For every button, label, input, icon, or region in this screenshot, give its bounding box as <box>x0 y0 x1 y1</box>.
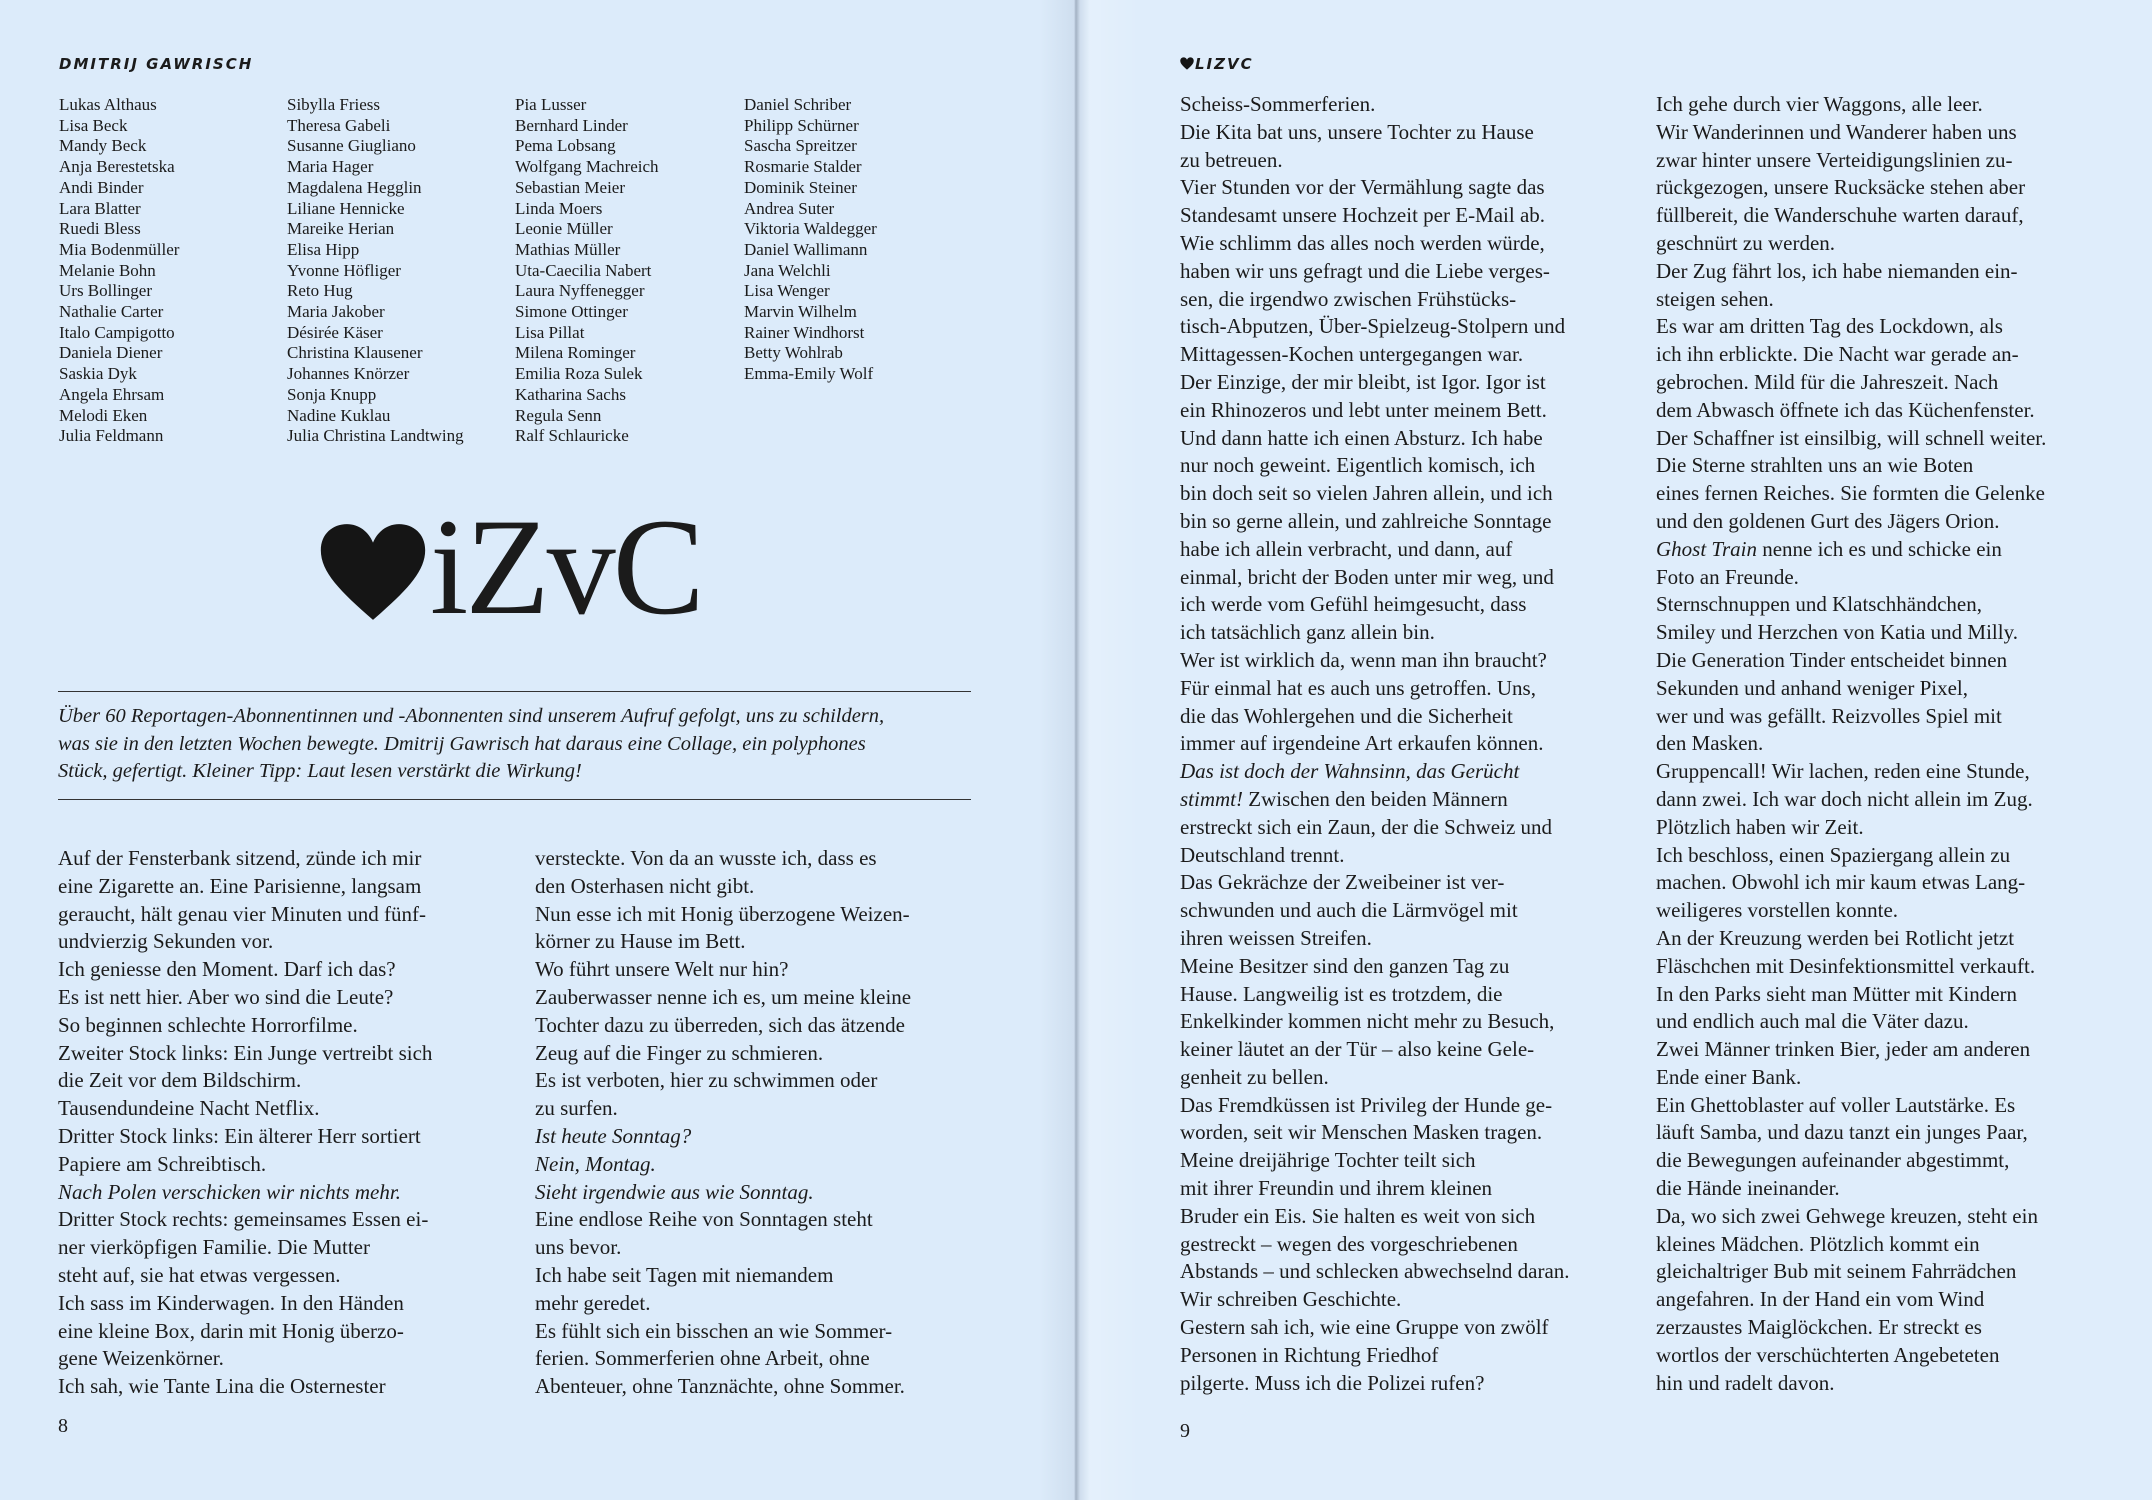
text-line: wortlos der verschüchterten Angebeteten <box>1656 1342 2000 1367</box>
body-column-right-2 <box>1656 91 2046 1397</box>
text-line: Foto an Freunde. <box>1656 564 1799 589</box>
text-line: Scheiss-Sommerferien. <box>1180 92 1376 116</box>
text-line: Gestern sah ich, wie eine Gruppe von zwölf <box>1180 1315 1549 1340</box>
text-line: Gruppencall! Wir lachen, reden eine Stunde, <box>1656 759 2030 784</box>
contributor-name: Julia Christina Landtwing <box>287 426 464 446</box>
text-line: haben wir uns gefragt und die Liebe verges- <box>1180 258 1550 283</box>
contributor-name: Sibylla Friess <box>287 95 381 114</box>
text-line: worden, seit wir Menschen Masken tragen. <box>1180 1120 1543 1145</box>
contributor-name: Marvin Wilhelm <box>744 302 857 322</box>
text-line: den Osterhasen nicht gibt. <box>535 873 755 898</box>
contributor-name: Mandy Beck <box>59 136 147 156</box>
text-line: Meine dreijährige Tochter teilt sich <box>1180 1148 1476 1173</box>
text-line: eines fernen Reiches. Sie formten die Gelenke <box>1656 481 2045 506</box>
text-line: Wer ist wirklich da, wenn man ihn braucht? <box>1180 647 1547 672</box>
text-line: hin und radelt davon. <box>1656 1370 1835 1395</box>
text-fragment: Zwischen den beiden Männern <box>1243 786 1508 811</box>
contributor-name: Liliane Hennicke <box>287 198 405 218</box>
text-line: die Zeit vor dem Bildschirm. <box>58 1068 302 1093</box>
contributor-name: Pia Lusser <box>515 95 587 114</box>
text-line: genheit zu bellen. <box>1180 1064 1329 1089</box>
text-line: Fläschchen mit Desinfektionsmittel verkauft. <box>1656 953 2036 978</box>
contributor-name: Angela Ehrsam <box>59 384 165 404</box>
text-line: Deutschland trennt. <box>1180 842 1345 867</box>
text-line: Nun esse ich mit Honig überzogene Weizen- <box>535 901 910 926</box>
text-line: ferien. Sommerferien ohne Arbeit, ohne <box>535 1346 870 1371</box>
text-line: Eine endlose Reihe von Sonntagen steht <box>535 1207 873 1232</box>
contributor-name: Urs Bollinger <box>59 281 153 301</box>
text-line: uns bevor. <box>535 1235 622 1260</box>
contributor-name: Laura Nyffenegger <box>515 281 645 301</box>
names-column-3 <box>515 95 659 447</box>
text-line: Wir Wanderinnen und Wanderer haben uns <box>1656 119 2017 144</box>
text-line: Zwei Männer trinken Bier, jeder am anderen <box>1656 1037 2031 1062</box>
contributor-name: Reto Hug <box>287 281 353 301</box>
text-line: dem Abwasch öffnete ich das Küchenfenster. <box>1656 397 2035 422</box>
intro-line: Stück, gefertigt. Kleiner Tipp: Laut lesen verstärkt die Wirkung! <box>58 760 582 783</box>
contributor-name: Nathalie Carter <box>59 302 164 322</box>
text-line: undvierzig Sekunden vor. <box>58 929 274 954</box>
text-line: ich werde vom Gefühl heimgesucht, dass <box>1180 592 1527 617</box>
text-line: An der Kreuzung werden bei Rotlicht jetzt <box>1656 925 2015 950</box>
logo-text: iZvC <box>430 490 702 643</box>
text-line: eine Zigarette an. Eine Parisienne, langsam <box>58 873 422 898</box>
text-line: Die Generation Tinder entscheidet binnen <box>1656 647 2008 672</box>
text-line: Ein Ghettoblaster auf voller Lautstärke. Es <box>1656 1092 2016 1117</box>
text-line: rückgezogen, unsere Rucksäcke stehen aber <box>1656 175 2026 200</box>
contributor-name: Dominik Steiner <box>744 177 857 197</box>
text-line: pilgerte. Muss ich die Polizei rufen? <box>1180 1370 1485 1395</box>
contributor-name: Lisa Beck <box>59 115 128 135</box>
contributor-name: Saskia Dyk <box>59 364 137 384</box>
izvc-logo <box>318 490 702 643</box>
text-line: körner zu Hause im Bett. <box>535 929 746 954</box>
names-column-1 <box>59 95 179 447</box>
text-line: machen. Obwohl ich mir kaum etwas Lang- <box>1656 870 2026 895</box>
contributor-name: Lara Blatter <box>59 198 141 218</box>
contributor-name: Emilia Roza Sulek <box>515 364 643 384</box>
text-line: angefahren. In der Hand ein vom Wind <box>1656 1287 1985 1312</box>
text-line: erstreckt sich ein Zaun, der die Schweiz und <box>1180 814 1553 839</box>
text-line: Ich geniesse den Moment. Darf ich das? <box>58 957 396 982</box>
text-line <box>1656 536 2046 564</box>
text-line: Tochter dazu zu überreden, sich das ätzende <box>535 1012 905 1037</box>
text-line: Die Kita bat uns, unsere Tochter zu Hause <box>1180 119 1534 144</box>
contributor-name: Philipp Schürner <box>744 115 859 135</box>
small-heart-icon <box>1180 57 1194 70</box>
text-line: Sieht irgendwie aus wie Sonntag. <box>535 1179 814 1204</box>
contributor-name: Nadine Kuklau <box>287 405 391 425</box>
contributor-name: Yvonne Höfliger <box>287 260 401 280</box>
contributor-name: Désirée Käser <box>287 322 383 342</box>
contributor-name: Lisa Wenger <box>744 281 830 301</box>
text-line: Der Einzige, der mir bleibt, ist Igor. Igor ist <box>1180 369 1546 394</box>
text-line: Der Schaffner ist einsilbig, will schnell weiter. <box>1656 425 2047 450</box>
contributor-name: Simone Ottinger <box>515 302 628 322</box>
text-line: Meine Besitzer sind den ganzen Tag zu <box>1180 953 1510 978</box>
contributor-name: Sonja Knupp <box>287 384 377 404</box>
text-line: zu surfen. <box>535 1096 618 1121</box>
text-line: kleines Mädchen. Plötzlich kommt ein <box>1656 1231 1980 1256</box>
text-line: Ist heute Sonntag? <box>535 1123 692 1148</box>
text-line: tisch-Abputzen, Über-Spielzeug-Stolpern und <box>1180 314 1566 339</box>
text-line: zwar hinter unsere Verteidigungslinien zu- <box>1656 147 2013 172</box>
text-line: Das Fremdküssen ist Privileg der Hunde ge- <box>1180 1092 1553 1117</box>
text-line: Für einmal hat es auch uns getroffen. Uns, <box>1180 675 1536 700</box>
contributor-name: Daniel Wallimann <box>744 239 868 259</box>
text-line: Auf der Fensterbank sitzend, zünde ich mir <box>58 846 422 870</box>
contributor-name: Viktoria Waldegger <box>744 219 877 239</box>
contributor-name: Elisa Hipp <box>287 239 360 259</box>
text-line: Das ist doch der Wahnsinn, das Gerücht <box>1180 759 1520 784</box>
text-line: und endlich auch mal die Väter dazu. <box>1656 1009 1969 1034</box>
contributor-name: Lisa Pillat <box>515 322 585 342</box>
text-line: Tausendundeine Nacht Netflix. <box>58 1096 320 1121</box>
text-line: dann zwei. Ich war doch nicht allein im Zug. <box>1656 786 2033 811</box>
intro-rule-top <box>58 691 971 692</box>
contributor-name: Daniela Diener <box>59 343 163 363</box>
intro-line: was sie in den letzten Wochen bewegte. Dmitrij Gawrisch hat daraus eine Collage, ein polyphones <box>58 732 866 755</box>
text-line: zerzaustes Maiglöckchen. Er streckt es <box>1656 1315 1982 1340</box>
text-line: keiner läutet an der Tür – also keine Gele- <box>1180 1037 1535 1062</box>
contributor-name: Maria Jakober <box>287 302 385 322</box>
text-line: So beginnen schlechte Horrorfilme. <box>58 1012 358 1037</box>
text-line: Zeug auf die Finger zu schmieren. <box>535 1040 824 1065</box>
text-line: Dritter Stock links: Ein älterer Herr sortiert <box>58 1123 421 1148</box>
text-line: schwunden und auch die Lärmvögel mit <box>1180 898 1518 923</box>
text-line: Ich sah, wie Tante Lina die Osternester <box>58 1374 386 1399</box>
text-line: Ich sass im Kinderwagen. In den Händen <box>58 1290 404 1315</box>
contributor-name: Linda Moers <box>515 198 603 218</box>
text-line: Das Gekrächze der Zweibeiner ist ver- <box>1180 870 1505 895</box>
text-line: Ich beschloss, einen Spaziergang allein zu <box>1656 842 2011 867</box>
text-line: versteckte. Von da an wusste ich, dass es <box>535 846 877 870</box>
text-line: gebrochen. Mild für die Jahreszeit. Nach <box>1656 369 1999 394</box>
italic-fragment: stimmt! <box>1180 786 1243 811</box>
contributor-name: Christina Klausener <box>287 343 423 363</box>
running-head-right-text: LIZVC <box>1195 55 1254 73</box>
names-column-4 <box>744 95 877 385</box>
text-line: zu betreuen. <box>1180 147 1283 172</box>
text-line: Abenteuer, ohne Tanznächte, ohne Sommer. <box>535 1374 905 1399</box>
contributor-name: Rosmarie Stalder <box>744 157 862 177</box>
text-line: Es ist nett hier. Aber wo sind die Leute? <box>58 984 394 1009</box>
contributor-name: Julia Feldmann <box>59 426 164 446</box>
contributor-name: Sascha Spreitzer <box>744 136 857 156</box>
contributor-name: Magdalena Hegglin <box>287 177 422 197</box>
contributor-name: Ruedi Bless <box>59 219 141 239</box>
contributor-name: Milena Rominger <box>515 343 636 363</box>
text-line: die das Wohlergehen und die Sicherheit <box>1180 703 1513 728</box>
text-line: läuft Samba, und dazu tanzt ein junges Paar, <box>1656 1120 2028 1145</box>
contributor-name: Regula Senn <box>515 405 602 425</box>
text-line: Zweiter Stock links: Ein Junge vertreibt sich <box>58 1040 433 1065</box>
contributor-name: Jana Welchli <box>744 260 831 280</box>
text-line: Bruder ein Eis. Sie halten es weit von sich <box>1180 1203 1536 1228</box>
intro-rule-bottom <box>58 799 971 800</box>
text-line: ich ihn erblickte. Die Nacht war gerade an- <box>1656 342 2019 367</box>
text-line: sen, die irgendwo zwischen Frühstücks- <box>1180 286 1517 311</box>
text-line: Abstands – und schlecken abwechselnd daran. <box>1180 1259 1570 1284</box>
text-line: ein Rhinozeros und lebt unter meinem Bett. <box>1180 397 1547 422</box>
text-line: nur noch geweint. Eigentlich komisch, ich <box>1180 453 1536 478</box>
text-line: Plötzlich haben wir Zeit. <box>1656 814 1864 839</box>
text-line: Und dann hatte ich einen Absturz. Ich habe <box>1180 425 1543 450</box>
body-column-right-1 <box>1180 91 1570 1397</box>
text-line: Wir schreiben Geschichte. <box>1180 1287 1402 1312</box>
page-number-right: 9 <box>1180 1420 1190 1442</box>
contributor-name: Lukas Althaus <box>59 95 157 114</box>
names-column-2 <box>287 95 464 447</box>
text-line: ich tatsächlich ganz allein bin. <box>1180 620 1435 645</box>
contributor-name: Wolfgang Machreich <box>515 157 659 177</box>
contributor-name: Johannes Knörzer <box>287 364 410 384</box>
text-line: bin so gerne allein, und zahlreiche Sonntage <box>1180 508 1552 533</box>
text-line: und den goldenen Gurt des Jägers Orion. <box>1656 508 2000 533</box>
text-line: füllbereit, die Wanderschuhe warten darauf, <box>1656 203 2024 228</box>
text-line: ner vierköpfigen Familie. Die Mutter <box>58 1235 370 1260</box>
contributor-name: Susanne Giugliano <box>287 136 416 156</box>
text-line: Vier Stunden vor der Vermählung sagte das <box>1180 175 1545 200</box>
contributor-name: Rainer Windhorst <box>744 322 865 342</box>
intro-text <box>58 703 971 786</box>
text-line: die Hände ineinander. <box>1656 1176 1840 1201</box>
text-line: habe ich allein verbracht, und dann, auf <box>1180 536 1513 561</box>
text-line: Ende einer Bank. <box>1656 1064 1802 1089</box>
text-line: wer und was gefällt. Reizvolles Spiel mit <box>1656 703 2002 728</box>
contributor-name: Emma-Emily Wolf <box>744 364 874 384</box>
text-line: gestreckt – wegen des vorgeschriebenen <box>1180 1231 1518 1256</box>
text-line <box>1180 786 1570 814</box>
text-line: geraucht, hält genau vier Minuten und fünf- <box>58 901 426 926</box>
text-line: geschnürt zu werden. <box>1656 230 1836 255</box>
text-line: Sternschnuppen und Klatschhändchen, <box>1656 592 1983 617</box>
running-head-left: DMITRIJ GAWRISCH <box>59 55 254 73</box>
text-line: Es war am dritten Tag des Lockdown, als <box>1656 314 2003 339</box>
text-line: immer auf irgendeine Art erkaufen können. <box>1180 731 1544 756</box>
text-line: Hause. Langweilig ist es trotzdem, die <box>1180 981 1503 1006</box>
text-line: gene Weizenkörner. <box>58 1346 224 1371</box>
contributor-name: Bernhard Linder <box>515 115 628 135</box>
page-number-left: 8 <box>58 1415 68 1437</box>
text-line: weiligeres vorstellen konnte. <box>1656 898 1899 923</box>
heart-icon <box>318 522 428 622</box>
text-line: einmal, bricht der Boden unter mir weg, und <box>1180 564 1554 589</box>
text-line: Die Sterne strahlten uns an wie Boten <box>1656 453 1974 478</box>
contributor-name: Theresa Gabeli <box>287 115 391 135</box>
text-line: Smiley und Herzchen von Katia und Milly. <box>1656 620 2018 645</box>
contributor-name: Italo Campigotto <box>59 322 175 342</box>
contributor-name: Maria Hager <box>287 157 374 177</box>
contributor-name: Melanie Bohn <box>59 260 156 280</box>
text-line: Sekunden und anhand weniger Pixel, <box>1656 675 1969 700</box>
contributor-name: Pema Lobsang <box>515 136 616 156</box>
text-line: Enkelkinder kommen nicht mehr zu Besuch, <box>1180 1009 1555 1034</box>
text-line: steht auf, sie hat etwas vergessen. <box>58 1262 341 1287</box>
text-fragment: nenne ich es und schicke ein <box>1756 536 2002 561</box>
italic-fragment: Ghost Train <box>1656 536 1757 561</box>
contributor-name: Mathias Müller <box>515 239 621 259</box>
text-line: steigen sehen. <box>1656 286 1774 311</box>
text-line: Nach Polen verschicken wir nichts mehr. <box>58 1179 401 1204</box>
text-line: Mittagessen-Kochen untergegangen war. <box>1180 342 1524 367</box>
text-line: Der Zug fährt los, ich habe niemanden ein- <box>1656 258 2018 283</box>
contributor-name: Ralf Schlauricke <box>515 426 629 446</box>
right-page <box>1076 0 2152 1500</box>
running-head-right <box>1180 55 1254 73</box>
contributor-name: Anja Berestetska <box>59 157 175 177</box>
text-line: Dritter Stock rechts: gemeinsames Essen ei- <box>58 1207 429 1232</box>
contributor-name: Mia Bodenmüller <box>59 239 180 259</box>
text-line: Standesamt unsere Hochzeit per E-Mail ab. <box>1180 203 1546 228</box>
text-line: Ich habe seit Tagen mit niemandem <box>535 1262 834 1287</box>
contributor-name: Uta-Caecilia Nabert <box>515 260 652 280</box>
intro-line: Über 60 Reportagen-Abonnentinnen und -Abonnenten sind unserem Aufruf gefolgt, uns zu schildern, <box>58 705 885 727</box>
contributor-name: Leonie Müller <box>515 219 613 239</box>
text-line: Zauberwasser nenne ich es, um meine kleine <box>535 984 912 1009</box>
text-line: Es ist verboten, hier zu schwimmen oder <box>535 1068 878 1093</box>
text-line: mit ihrer Freundin und ihrem kleinen <box>1180 1176 1493 1201</box>
contributor-name: Andrea Suter <box>744 198 835 218</box>
contributor-name: Melodi Eken <box>59 405 148 425</box>
text-line: Wo führt unsere Welt nur hin? <box>535 957 789 982</box>
text-line: Wie schlimm das alles noch werden würde, <box>1180 230 1545 255</box>
text-line: ihren weissen Streifen. <box>1180 925 1372 950</box>
contributor-name: Mareike Herian <box>287 219 395 239</box>
text-line: Nein, Montag. <box>535 1151 656 1176</box>
text-line: Personen in Richtung Friedhof <box>1180 1342 1439 1367</box>
body-column-left-1 <box>58 845 432 1401</box>
text-line: Ich gehe durch vier Waggons, alle leer. <box>1656 92 1983 116</box>
text-line: den Masken. <box>1656 731 1764 756</box>
text-line: Da, wo sich zwei Gehwege kreuzen, steht ein <box>1656 1203 2038 1228</box>
contributor-name: Betty Wohlrab <box>744 343 843 363</box>
text-line: Es fühlt sich ein bisschen an wie Sommer- <box>535 1318 893 1343</box>
text-line: In den Parks sieht man Mütter mit Kindern <box>1656 981 2018 1006</box>
text-line: mehr geredet. <box>535 1290 651 1315</box>
text-line: die Bewegungen aufeinander abgestimmt, <box>1656 1148 2010 1173</box>
text-line: bin doch seit so vielen Jahren allein, und ich <box>1180 481 1553 506</box>
contributor-name: Katharina Sachs <box>515 384 626 404</box>
text-line: eine kleine Box, darin mit Honig überzo- <box>58 1318 404 1343</box>
contributor-name: Sebastian Meier <box>515 177 625 197</box>
text-line: Papiere am Schreibtisch. <box>58 1151 267 1176</box>
body-column-left-2 <box>535 845 911 1401</box>
contributor-name: Andi Binder <box>59 177 144 197</box>
text-line: gleichaltriger Bub mit seinem Fahrrädchen <box>1656 1259 2017 1284</box>
contributor-name: Daniel Schriber <box>744 95 852 114</box>
